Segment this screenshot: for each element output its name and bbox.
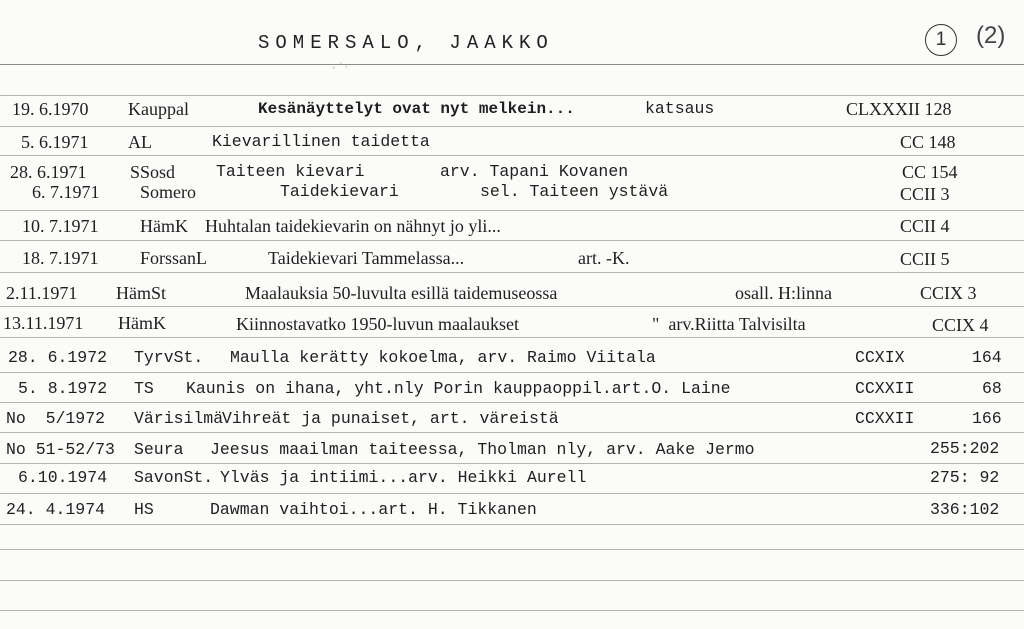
rule-line <box>0 432 1024 433</box>
entry-source: AL <box>128 132 152 152</box>
entry-source: Somero <box>140 182 196 202</box>
rule-line <box>0 580 1024 581</box>
entry-source: ForssanL <box>140 248 207 268</box>
entry-note: arv. Tapani Kovanen <box>440 162 629 181</box>
entry-note: art. -K. <box>578 248 630 268</box>
rule-line <box>0 155 1024 156</box>
rule-line <box>0 126 1024 127</box>
entry-title: Taidekievari Tammelassa... <box>268 248 465 268</box>
rule-line <box>0 402 1024 403</box>
card-number-value: 2 <box>984 22 998 49</box>
entry-date: 13.11.1971 <box>3 313 84 333</box>
entry-title: Taidekievari <box>280 182 399 201</box>
entry-page: 68 <box>982 379 1002 398</box>
entry-date: 19. 6.1970 <box>12 99 89 119</box>
rule-line <box>0 306 1024 307</box>
entry-source: TS <box>134 379 154 398</box>
entry-date: 10. 7.1971 <box>22 216 99 236</box>
entry-date: 6.10.1974 <box>18 468 108 487</box>
entry-title: Huhtalan taidekievarin on nähnyt jo yli... <box>205 216 501 236</box>
entry-title: Ylväs ja intiimi...arv. Heikki Aurell <box>220 468 587 487</box>
entry-source: Kauppal <box>128 99 189 119</box>
rule-line <box>0 95 1024 96</box>
entry-ref: CCII 4 <box>900 216 950 236</box>
entry-source: TyrvSt. <box>134 348 204 367</box>
rule-line <box>0 272 1024 273</box>
rule-line <box>0 337 1024 338</box>
entry-volume: CCXXII <box>855 409 915 428</box>
entry-source: Seura <box>134 440 184 459</box>
entry-source: Värisilmä <box>134 409 224 428</box>
rule-line <box>0 524 1024 525</box>
entry-note: osall. H:linna <box>735 283 832 303</box>
entry-source: SSosd <box>130 162 176 182</box>
entry-date: 5. 6.1971 <box>21 132 89 152</box>
entry-date: 28. 6.1971 <box>10 162 87 182</box>
entry-note: " arv.Riitta Talvisilta <box>652 314 806 334</box>
rule-line <box>0 493 1024 494</box>
entry-title: Maulla kerätty kokoelma, arv. Raimo Viitala <box>230 348 656 367</box>
entry-title: Dawman vaihtoi...art. H. Tikkanen <box>210 500 537 519</box>
entry-source: HämK <box>118 313 166 333</box>
entry-date: 18. 7.1971 <box>22 248 99 268</box>
entry-source: SavonSt. <box>134 468 214 487</box>
circled-card-number: 1 <box>925 24 957 56</box>
entry-date: No 5/1972 <box>6 409 106 428</box>
entry-note: katsaus <box>645 99 715 118</box>
entry-page: 255:202 <box>930 439 1000 458</box>
entry-title: Kievarillinen taidetta <box>212 132 430 151</box>
ink-smudge: ·ˈ‧ ˑ <box>330 61 363 75</box>
entry-source: HämK <box>140 216 188 236</box>
entry-date: 6. 7.1971 <box>32 182 100 202</box>
entry-title: Taiteen kievari <box>216 162 365 181</box>
entry-date: 28. 6.1972 <box>8 348 108 367</box>
entry-ref: CC 154 <box>902 162 958 182</box>
entry-ref: CLXXXII 128 <box>846 99 952 119</box>
entry-note: sel. Taiteen ystävä <box>480 182 669 201</box>
entry-source: HS <box>134 500 154 519</box>
entry-page: 275: 92 <box>930 468 1000 487</box>
entry-ref: CC 148 <box>900 132 956 152</box>
card-number-parenthesized: (2) <box>976 22 1006 49</box>
entry-source: HämSt <box>116 283 167 303</box>
entry-date: No 51-52/73 <box>6 440 115 459</box>
entry-ref: CCII 5 <box>900 249 950 269</box>
header-rule <box>0 64 1024 65</box>
entry-date: 2.11.1971 <box>6 283 78 303</box>
entry-page: 336:102 <box>930 500 1000 519</box>
entry-page: 166 <box>972 409 1002 428</box>
entry-ref: CCII 3 <box>900 184 950 204</box>
entry-volume: CCXXII <box>855 379 915 398</box>
entry-title: Jeesus maailman taiteessa, Tholman nly, arv. Aake Jermo <box>210 440 755 459</box>
entry-ref: CCIX 3 <box>920 283 977 303</box>
entry-title: Vihreät ja punaiset, art. väreistä <box>222 409 559 428</box>
card-title: SOMERSALO, JAAKKO <box>258 32 554 54</box>
entry-volume: CCXIX <box>855 348 905 367</box>
entry-date: 24. 4.1974 <box>6 500 106 519</box>
entry-title: Maalauksia 50-luvulta esillä taidemuseossa <box>245 283 558 303</box>
rule-line <box>0 463 1024 464</box>
rule-line <box>0 372 1024 373</box>
entry-ref: CCIX 4 <box>932 315 989 335</box>
rule-line <box>0 549 1024 550</box>
entry-title: Kesänäyttelyt ovat nyt melkein... <box>258 100 575 118</box>
rule-line <box>0 610 1024 611</box>
rule-line <box>0 210 1024 211</box>
entry-title: Kaunis on ihana, yht.nly Porin kauppaoppil.art.O. Laine <box>186 379 731 398</box>
entry-date: 5. 8.1972 <box>18 379 108 398</box>
entry-title: Kiinnostavatko 1950-luvun maalaukset <box>236 314 519 334</box>
rule-line <box>0 240 1024 241</box>
entry-page: 164 <box>972 348 1002 367</box>
